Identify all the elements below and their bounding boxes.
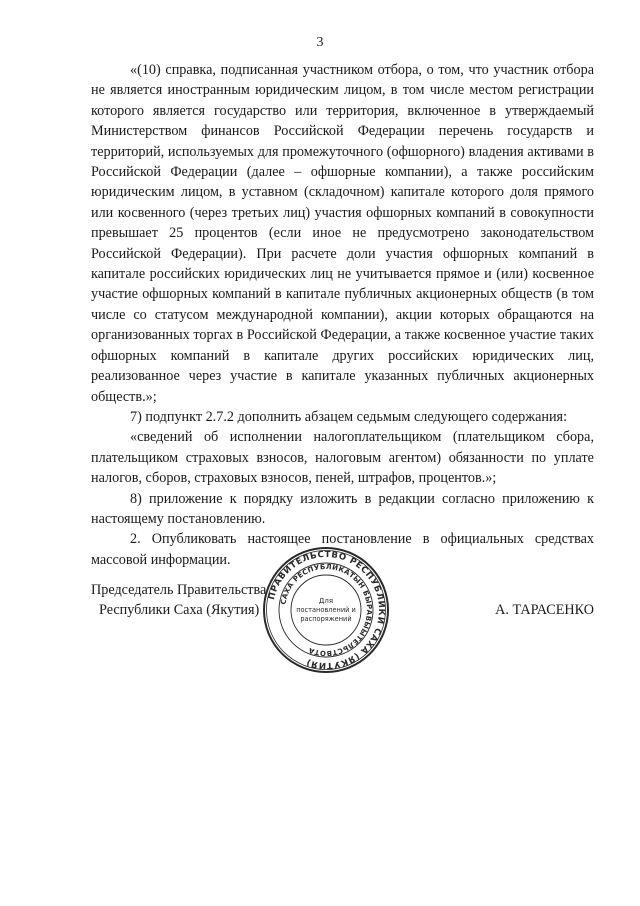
signatory-title-line-2: Республики Саха (Якутия) [99, 602, 260, 618]
seal-inner-text: САХА РЕСПУБЛИКАТЫН БЫРАВЫЫТЕЛЬСТВОТА [279, 562, 374, 658]
paragraph-offshore-certificate: «(10) справка, подписанная участником отбора, о том, что участник отбора не является иностранным юридическим лицом, в том числе местом регистрации которого является государство или территория, включенное в утверждаемый Министерством финансов Российской Федерации перечень государств и территорий, используемых для промежуточного (офшорного) владения активами в Российской Федерации (далее – офшорные компании), а также российским юридическим лицом, в уставном (складочном) капитале которого доля прямого или косвенного (через третьих лиц) участия офшорных компаний в совокупности превышает 25 процентов (если иное не предусмотрено законодательством Российской Федерации). При расчете доли участия офшорных компаний в капитале российских юридических лиц не учитывается прямое и (или) косвенное участие офшорных компаний в капитале публичных акционерных обществ (в том числе со статусом международной компании), акции которых обращаются на организованных торгах в Российской Федерации, а также косвенное участие таких офшорных компаний в капитале других российских юридических лиц, реализованное через участие в капитале указанных публичных акционерных обществ.»; [91, 62, 594, 405]
seal-outer-text: ПРАВИТЕЛЬСТВО РЕСПУБЛИКИ САХА (ЯКУТИЯ) [267, 549, 387, 671]
signatory-title-line-1: Председатель Правительства [91, 582, 267, 598]
seal-center-line-2: постановлений и [296, 606, 356, 614]
paragraph-item-7: 7) подпункт 2.7.2 дополнить абзацем седьмым следующего содержания: [130, 408, 568, 425]
document-body [91, 60, 594, 570]
signatory-name: А. ТАРАСЕНКО [495, 602, 594, 618]
seal-center-line-3: распоряжений [300, 615, 352, 623]
paragraph-tax-info: «сведений об исполнении налогоплательщиком (плательщиком сбора, плательщиком страховых взносов, налоговым агентом) обязанности по уплате налогов, сборов, страховых взносов, пеней, штрафов, процентов.»; [91, 429, 594, 487]
official-seal [262, 546, 390, 674]
page-number: 3 [316, 35, 324, 50]
paragraph-publish: 2. Опубликовать настоящее постановление в официальных средствах массовой информации. [91, 531, 594, 568]
seal-center-line-1: Для [318, 597, 334, 605]
paragraph-item-8: 8) приложение к порядку изложить в редакции согласно приложению к настоящему постановлению. [91, 490, 594, 527]
